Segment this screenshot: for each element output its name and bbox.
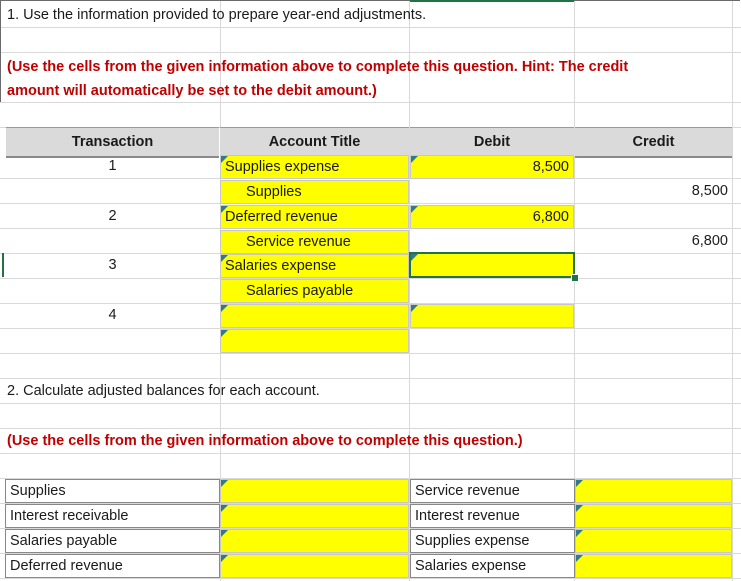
header-account-title: Account Title <box>220 127 409 158</box>
debit-cell[interactable] <box>410 304 574 328</box>
credit-cell <box>575 304 732 328</box>
transaction-number <box>6 279 219 303</box>
balance-label-deferred-revenue: Deferred revenue <box>5 554 220 578</box>
balance-input-service-revenue[interactable] <box>575 479 732 503</box>
header-transaction: Transaction <box>6 127 219 158</box>
account-title-cell[interactable]: Service revenue <box>220 230 409 254</box>
account-title-cell[interactable]: Supplies expense <box>220 155 409 179</box>
transaction-number: 2 <box>108 208 117 224</box>
credit-cell <box>576 254 732 278</box>
balance-label-salaries-payable: Salaries payable <box>5 529 220 553</box>
hint-line-1: (Use the cells from the given information above to complete this question. Hint: The credit <box>7 59 629 75</box>
account-title-cell[interactable]: Salaries payable <box>220 279 409 303</box>
balance-label-service-revenue: Service revenue <box>410 479 575 503</box>
account-title-cell[interactable] <box>220 329 409 353</box>
transaction-number <box>6 230 219 254</box>
balance-input-interest-revenue[interactable] <box>575 504 732 528</box>
debit-cell-active[interactable] <box>409 252 575 278</box>
debit-cell <box>410 180 574 204</box>
selection-accent <box>410 0 574 2</box>
credit-cell: 6,800 <box>691 233 728 249</box>
balance-input-deferred-revenue[interactable] <box>220 554 409 578</box>
debit-cell <box>410 279 574 303</box>
credit-cell <box>575 279 732 303</box>
header-debit: Debit <box>410 127 574 158</box>
instruction-1: 1. Use the information provided to prepare year-end adjustments. <box>7 7 427 23</box>
transaction-number: 4 <box>108 307 117 323</box>
credit-cell <box>575 155 732 179</box>
balance-label-interest-receivable: Interest receivable <box>5 504 220 528</box>
balance-label-supplies-expense: Supplies expense <box>410 529 575 553</box>
transaction-number: 3 <box>108 257 117 273</box>
balance-input-salaries-payable[interactable] <box>220 529 409 553</box>
row-selection-marker <box>2 253 4 277</box>
credit-cell: 8,500 <box>691 183 728 199</box>
credit-cell <box>575 205 732 229</box>
hint-line-2: amount will automatically be set to the debit amount.) <box>7 83 377 99</box>
balance-input-supplies-expense[interactable] <box>575 529 732 553</box>
credit-cell <box>575 329 732 353</box>
debit-cell[interactable]: 6,800 <box>410 205 574 229</box>
balance-label-salaries-expense: Salaries expense <box>410 554 575 578</box>
account-title-cell[interactable]: Supplies <box>220 180 409 204</box>
debit-cell <box>410 329 574 353</box>
balance-input-salaries-expense[interactable] <box>575 554 732 578</box>
debit-cell[interactable]: 8,500 <box>410 155 574 179</box>
transaction-number <box>6 180 219 204</box>
hint-section-2: (Use the cells from the given information above to complete this question.) <box>7 433 523 449</box>
transaction-number <box>6 329 219 353</box>
balance-label-interest-revenue: Interest revenue <box>410 504 575 528</box>
account-title-cell[interactable]: Deferred revenue <box>220 205 409 229</box>
transaction-number: 1 <box>108 158 117 174</box>
debit-cell <box>410 230 574 254</box>
account-title-cell[interactable] <box>220 304 409 328</box>
balance-input-supplies[interactable] <box>220 479 409 503</box>
instruction-2: 2. Calculate adjusted balances for each account. <box>7 383 320 399</box>
header-credit: Credit <box>575 127 732 158</box>
balance-label-supplies: Supplies <box>5 479 220 503</box>
balance-input-interest-receivable[interactable] <box>220 504 409 528</box>
account-title-cell[interactable]: Salaries expense <box>220 254 409 278</box>
